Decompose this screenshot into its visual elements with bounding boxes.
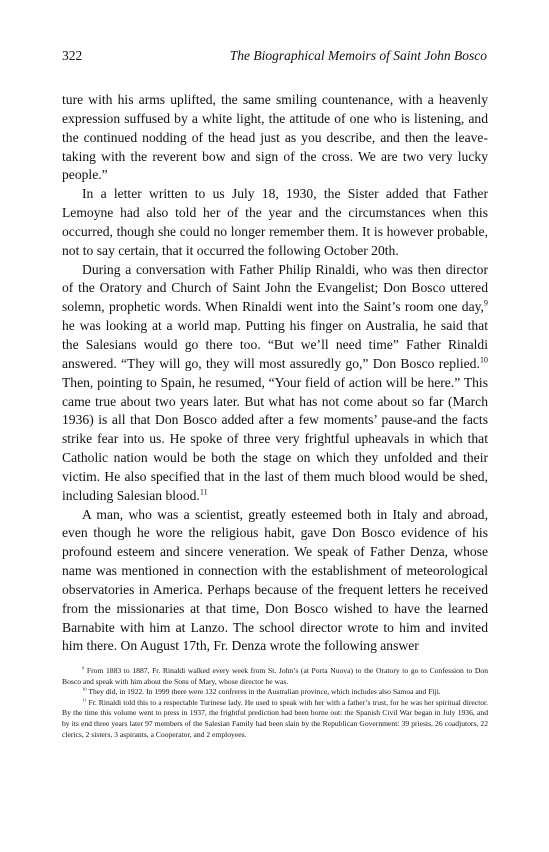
footnote [62, 666, 488, 687]
footnote-number: 10 [82, 686, 87, 692]
paragraph: ture with his arms uplifted, the same smiling countenance, with a heavenly expression suffused by a white light, the attitude of one who is listening, and the continued nodding of the head just as you describe, and then the leave-taking with the reverent bow and sign of the cross. We are two very lucky people.” [62, 92, 488, 183]
footnote [62, 698, 488, 740]
footnote-ref: 10 [479, 355, 488, 365]
footnote-number: 9 [82, 665, 85, 671]
paragraph [62, 261, 488, 506]
footnote-ref: 11 [199, 487, 208, 497]
footnote-text: They did, in 1922. In 1999 there were 132 confreres in the Australian province, which includes also Samoa and Fiji. [88, 687, 441, 697]
footnote-ref: 9 [483, 298, 488, 308]
footnotes [62, 666, 488, 740]
running-title: The Biographical Memoirs of Saint John Bosco [229, 48, 487, 63]
paragraph: In a letter written to us July 18, 1930, the Sister added that Father Lemoyne had also told her of the year and the circumstances when this occurred, though she could no longer remember them. It is however probable, not to say certain, that it occurred the following October 20th. [62, 186, 488, 258]
paragraph-text: During a conversation with Father Philip Rinaldi, who was then director of the Oratory and Church of Saint John the Evangelist; Don Bosco uttered solemn, prophetic words. When Rinaldi went into the Saint’s room one day, [62, 261, 488, 315]
paragraph: A man, who was a scientist, greatly esteemed both in Italy and abroad, even though he wore the religious habit, gave Don Bosco evidence of his profound esteem and sincere veneration. We speak of Father Denza, whose name was mentioned in connection with the establishment of meteorological observatories in America. Perhaps because of the frequent letters he received from the missionaries at that time, Don Bosco wished to have the learned Barnabite with him at Lanzo. The school director wrote to him and invited him there. On August 17th, Fr. Denza wrote the following answer [62, 506, 488, 654]
footnote-text: Fr. Rinaldi told this to a respectable Turinese lady. He used to speak with her with a father’s trust, for he was her spiritual director. By the time this volume went to press in 1937, the frightful prediction had been borne out: the Spanish Civil War began in July 1936, and by its end three years later 97 members of the Salesian Family had been slain by the Republican Government: 39 priests, 26 coadjutors, 22 clerics, 2 sisters, 3 aspirants, a Cooperator, and 2 employees. [62, 697, 488, 739]
paragraph-text: he was looking at a world map. Putting his finger on Australia, he said that the Salesians would go there too. “But we’ll need time” Father Rinaldi answered. “They will go, they will most assuredly go,” Don Bosco replied. [62, 318, 488, 371]
footnote [62, 687, 488, 698]
main-text [62, 91, 488, 656]
running-header [62, 48, 487, 64]
footnote-number: 11 [82, 697, 87, 703]
footnote-text: From 1883 to 1887, Fr. Rinaldi walked every week from St. John’s (at Porta Nuova) to the Oratory to go to Confession to Don Bosco and speak with him about the Sons of Mary, whose director he was. [62, 666, 489, 686]
paragraph-text: Then, pointing to Spain, he resumed, “Your field of action will be here.” This came true about two years later. But what has not come about so far (March 1936) is all that Don Bosco added after a few moments’ pause-and the facts strike fear into us. He spoke of three very frightful upheavals in which that Catholic nation would be both the stage on which they unfolded and their victim. He also specified that in the last of them much blood would be shed, including Salesian blood. [62, 374, 488, 503]
page-number: 322 [62, 48, 83, 63]
